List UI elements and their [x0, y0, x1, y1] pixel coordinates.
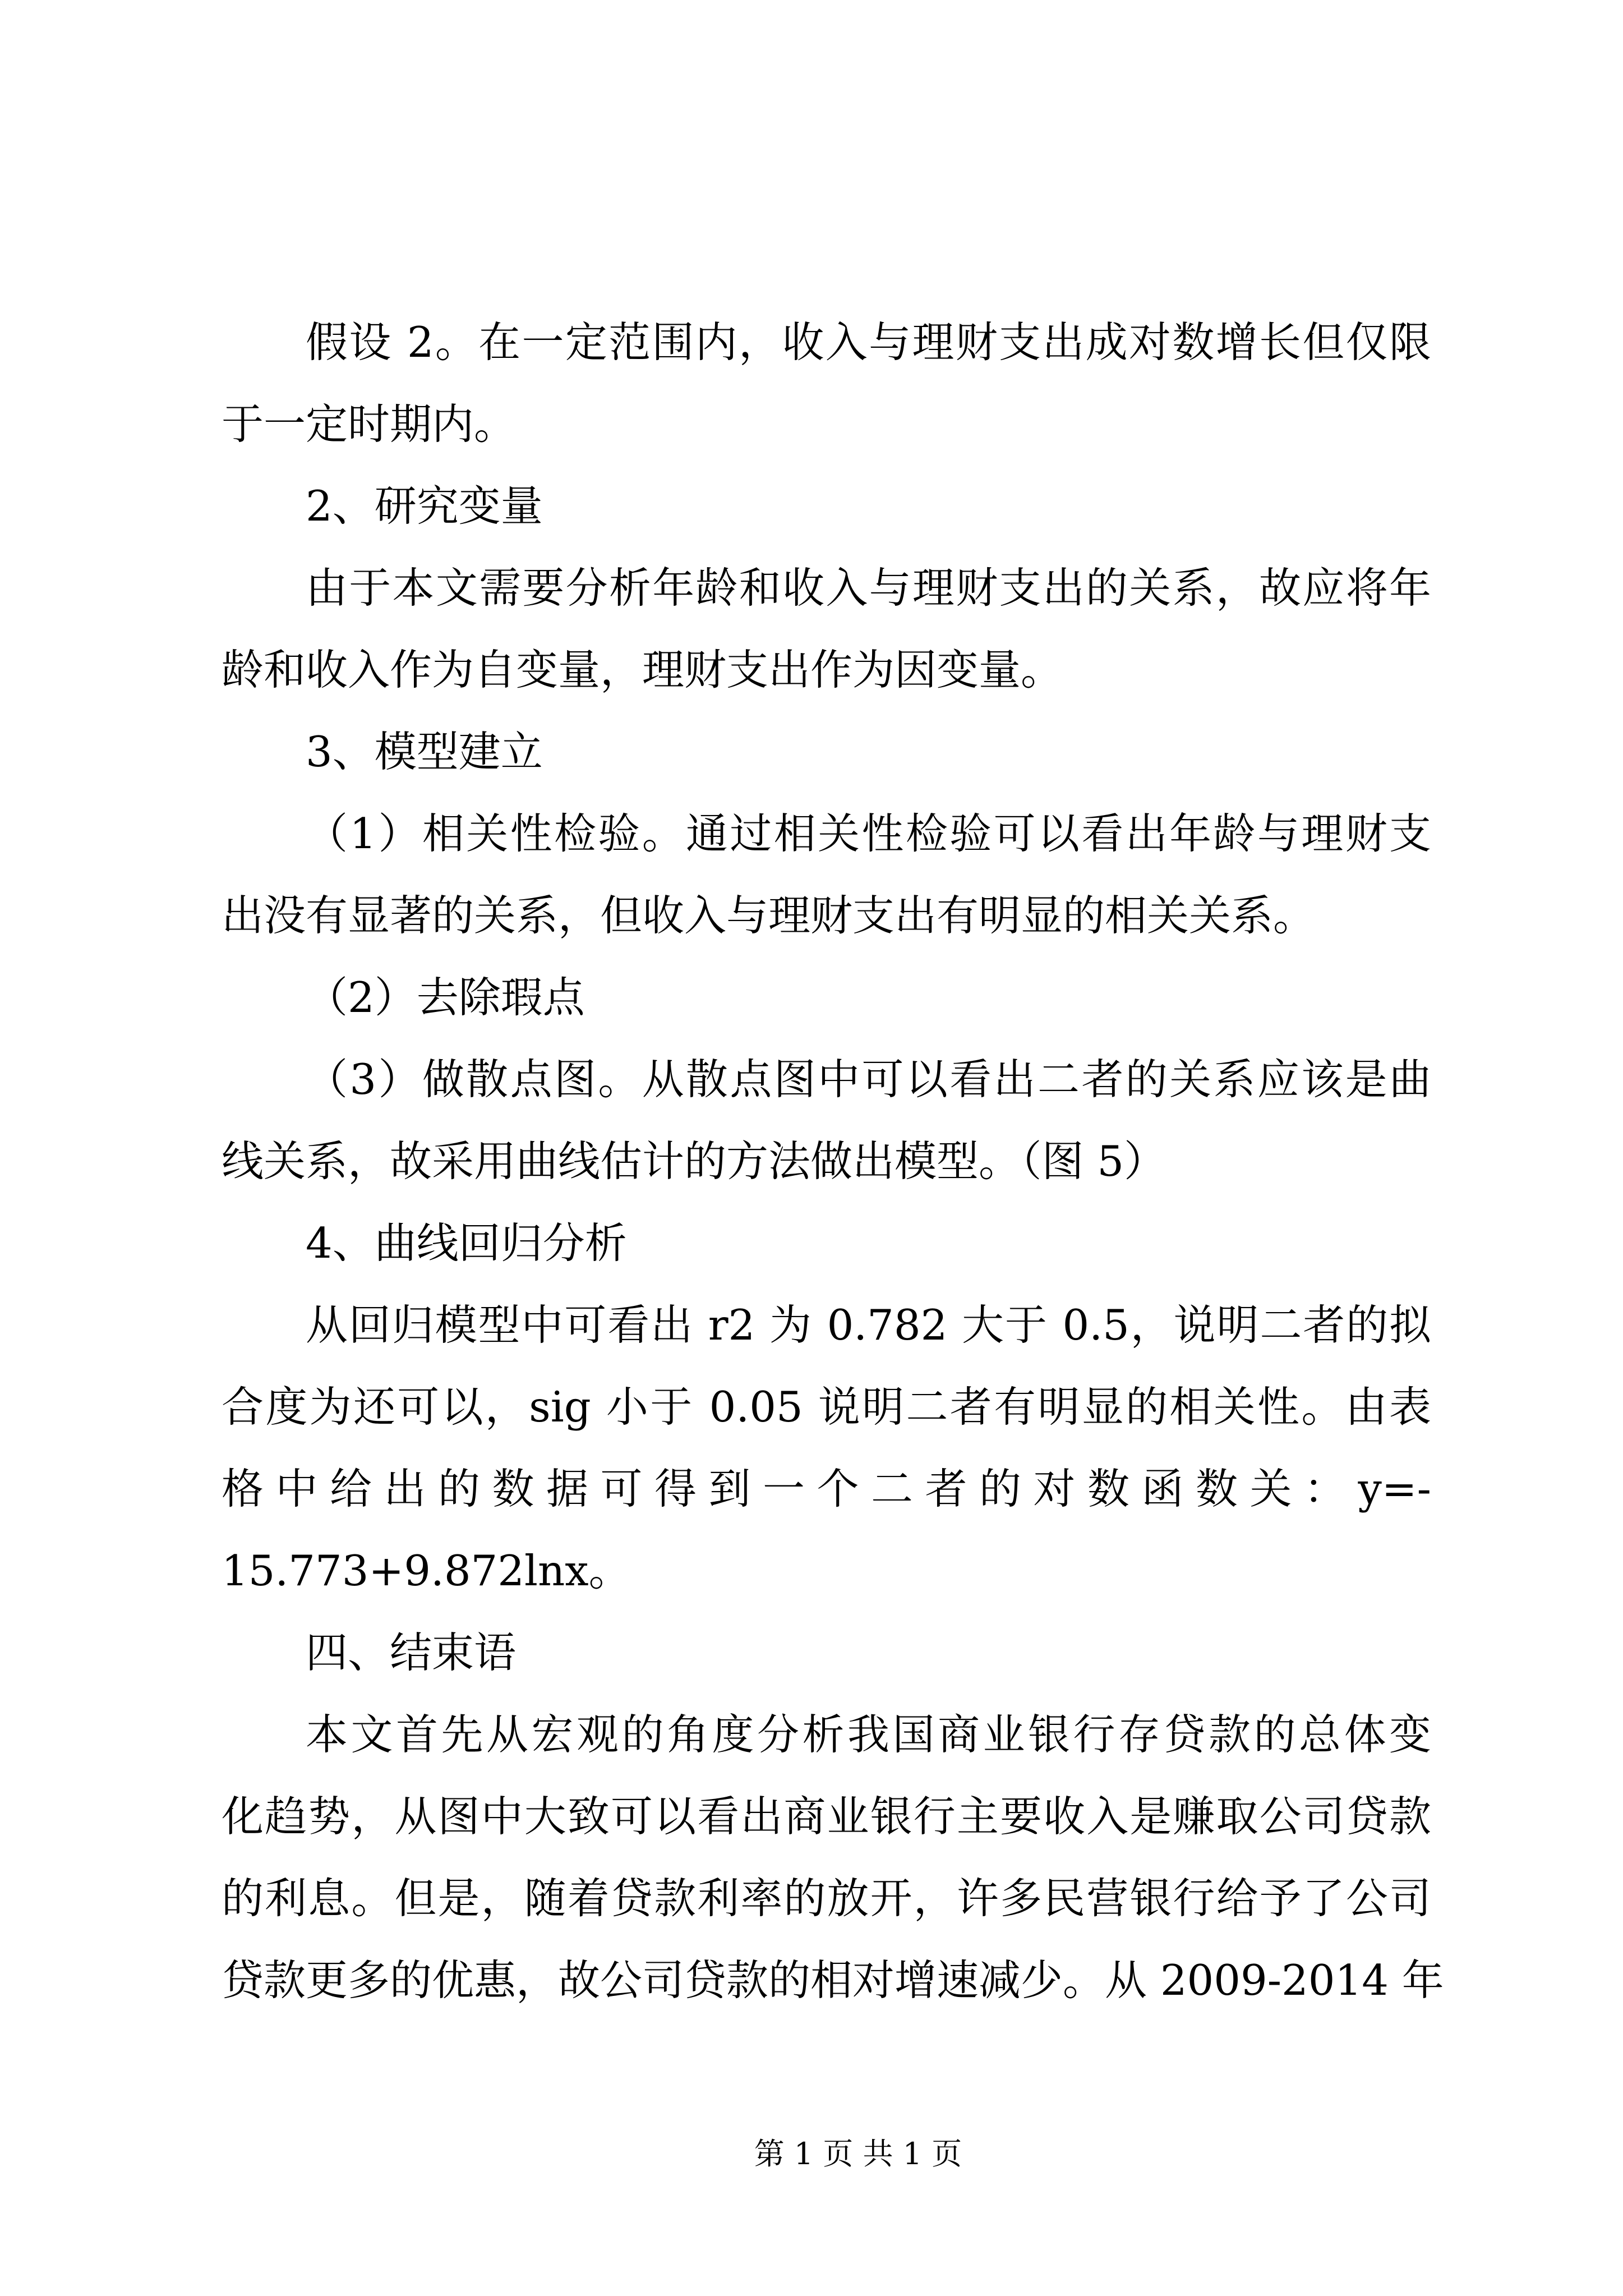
paragraph-remove-outliers — [222, 956, 1431, 1038]
text-line: （1）相关性检验。通过相关性检验可以看出年龄与理财支 — [306, 809, 1431, 858]
text-line: 于一定时期内。 — [222, 399, 517, 449]
text-line: 化趋势，从图中大致可以看出商业银行主要收入是赚取公司贷款 — [222, 1792, 1431, 1841]
paragraph-assumption-2 — [222, 301, 1431, 465]
text-line: 合度为还可以，sig 小于 0.05 说明二者有明显的相关性。由表 — [222, 1382, 1431, 1432]
paragraph-regression-results — [222, 1284, 1431, 1612]
text-line: 从回归模型中可看出 r2 为 0.782 大于 0.5，说明二者的拟 — [306, 1300, 1431, 1350]
section-heading-regression — [222, 1202, 1431, 1284]
page-number-footer: 第 1 页 共 1 页 — [754, 2136, 962, 2171]
text-line: 假设 2。在一定范围内，收入与理财支出成对数增长但仅限 — [306, 318, 1431, 367]
paragraph-variables — [222, 547, 1431, 711]
text-line: 的利息。但是，随着贷款利率的放开，许多民营银行给予了公司 — [222, 1874, 1431, 1923]
text-line: （3）做散点图。从散点图中可以看出二者的关系应该是曲 — [306, 1055, 1431, 1104]
paragraph-correlation-test — [222, 793, 1431, 956]
text-line: 本文首先从宏观的角度分析我国商业银行存贷款的总体变 — [306, 1710, 1431, 1759]
text-line: 出没有显著的关系，但收入与理财支出有明显的相关关系。 — [222, 891, 1316, 940]
text-line: 贷款更多的优惠，故公司贷款的相对增速减少。从 2009-2014 年 — [222, 1955, 1444, 2005]
text-line: 线关系，故采用曲线估计的方法做出模型。（图 5） — [222, 1137, 1166, 1186]
section-heading: 2、研究变量 — [306, 481, 543, 531]
text-line: 由于本文需要分析年龄和收入与理财支出的关系，故应将年 — [306, 563, 1431, 613]
section-heading-variables — [222, 465, 1431, 547]
section-heading-model — [222, 711, 1431, 793]
paragraph-scatter-plot — [222, 1038, 1431, 1202]
section-heading: 4、曲线回归分析 — [306, 1218, 627, 1268]
text-line: （2）去除瑕点 — [306, 973, 585, 1022]
document-body — [222, 301, 1444, 2021]
section-heading-conclusion — [222, 1612, 1431, 1694]
section-heading: 四、结束语 — [306, 1628, 517, 1677]
section-heading: 3、模型建立 — [306, 727, 543, 776]
text-line: 15.773+9.872lnx。 — [222, 1546, 631, 1595]
text-line: 龄和收入作为自变量，理财支出作为因变量。 — [222, 645, 1063, 694]
paragraph-conclusion — [222, 1694, 1444, 2021]
text-line: 格中给出的数据可得到一个二者的对数函数关：y=- — [222, 1464, 1431, 1513]
